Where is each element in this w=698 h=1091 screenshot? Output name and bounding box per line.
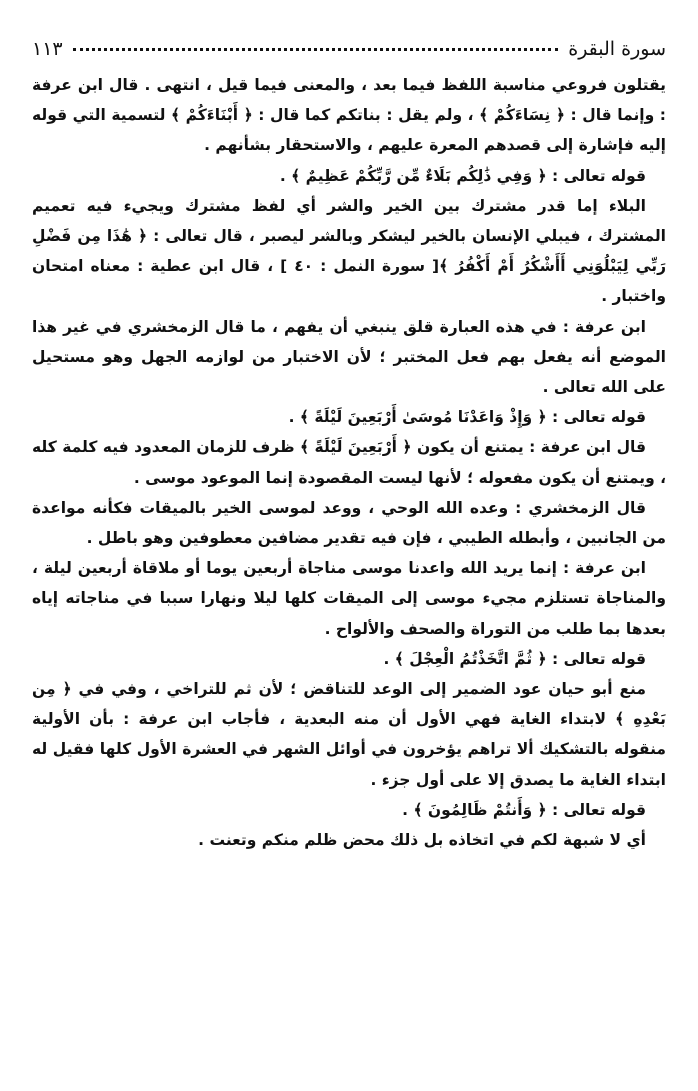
paragraph-8: أي لا شبهة لكم في اتخاذه بل ذلك محض ظلم منكم وتعنت .: [198, 831, 646, 850]
surah-title: سورة البقرة: [568, 38, 666, 60]
verse-heading-4: قوله تعالى : ﴿ وَأَنتُمْ ظَالِمُونَ ﴾ .: [402, 800, 646, 819]
paragraph-7: منع أبو حيان عود الضمير إلى الوعد للتناقض ؛ لأن ثم للتراخي ، وفي في ﴿ مِن بَعْدِهِ ﴾ لابتداء الغاية فهي الأول أن منه البعدية ، فأجاب ابن عرفة : بأن الأولية منقوله بالتشكيك ألا تراهم يؤخرون في أوائل الشهر في العشرة الأول كلها فقيل له ابتداء الغاية ما يصدق إلا على أول جزء .: [32, 680, 666, 789]
paragraph-1: يقتلون فروعي مناسبة اللفظ فيما بعد ، والمعنى فيما قيل ، انتهى . قال ابن عرفة : وإنما قال : ﴿ نِسَاءَكُمْ ﴾ ، ولم يقل : بناتكم كما قال : ﴿ أَبْنَاءَكُمْ ﴾ لتسمية التي قوله إليه فإشارة إلى قصدهم المعرة عليهم ، والاستحقار بشأنهم .: [32, 76, 666, 155]
paragraph-2: البلاء إما قدر مشترك بين الخير والشر أي لفظ مشترك ويجيء فيه تعميم المشترك ، فيبلي الإنسان بالخير ليشكر وبالشر ليصبر ، قال تعالى : ﴿ هَٰذَا مِن فَضْلِ رَبِّي لِيَبْلُوَنِي أَأَشْكُرُ أَمْ أَكْفُرُ ﴾[ سورة النمل : ٤٠ ] ، قال ابن عطية : معناه امتحان واختبار .: [32, 196, 666, 306]
page: [32, 34, 666, 855]
page-body: [32, 70, 666, 855]
verse-heading-2: قوله تعالى : ﴿ وَإِذْ وَاعَدْنَا مُوسَىٰ أَرْبَعِينَ لَيْلَةً ﴾ .: [288, 408, 646, 427]
verse-heading-1: قوله تعالى : ﴿ وَفِي ذَٰلِكُم بَلَاءٌ مِّن رَّبِّكُمْ عَظِيمٌ ﴾ .: [279, 166, 646, 185]
paragraph-6: ابن عرفة : إنما يريد الله واعدنا موسى مناجاة أربعين يوما أو ملاقاة أربعين ليلة ، والمناجاة تستلزم مجيء موسى إلى الميقات كلها ليلا ونهارا سببا في مناجاته إياه بعدها بما طلب من التوراة والصحف والألواح .: [32, 559, 666, 638]
verse-heading-3: قوله تعالى : ﴿ ثُمَّ اتَّخَذْتُمُ الْعِجْلَ ﴾ .: [383, 649, 646, 668]
page-header: [32, 34, 666, 64]
paragraph-3: ابن عرفة : في هذه العبارة قلق ينبغي أن يفهم ، ما قال الزمخشري في غير هذا الموضع أنه يفعل بهم فعل المختبر ؛ لأن الاختبار من لوازمه الجهل وهو مستحيل على الله تعالى .: [32, 317, 666, 397]
paragraph-5: قال الزمخشري : وعده الله الوحي ، ووعد لموسى الخير بالميقات فكأنه مواعدة من الجانبين ، وأبطله الطيبي ، فإن فيه تقدير مضافين معطوفين وهو باطل .: [32, 498, 666, 548]
header-dotted-rule: [73, 48, 559, 51]
page-number: ١١٣: [32, 38, 63, 60]
paragraph-4: قال ابن عرفة : يمتنع أن يكون ﴿ أَرْبَعِينَ لَيْلَةً ﴾ ظرف للزمان المعدود فيه كلمة كله ، ويمتنع أن يكون مفعوله ؛ لأنها ليست المقصودة إنما الموعود موسى .: [32, 438, 666, 487]
